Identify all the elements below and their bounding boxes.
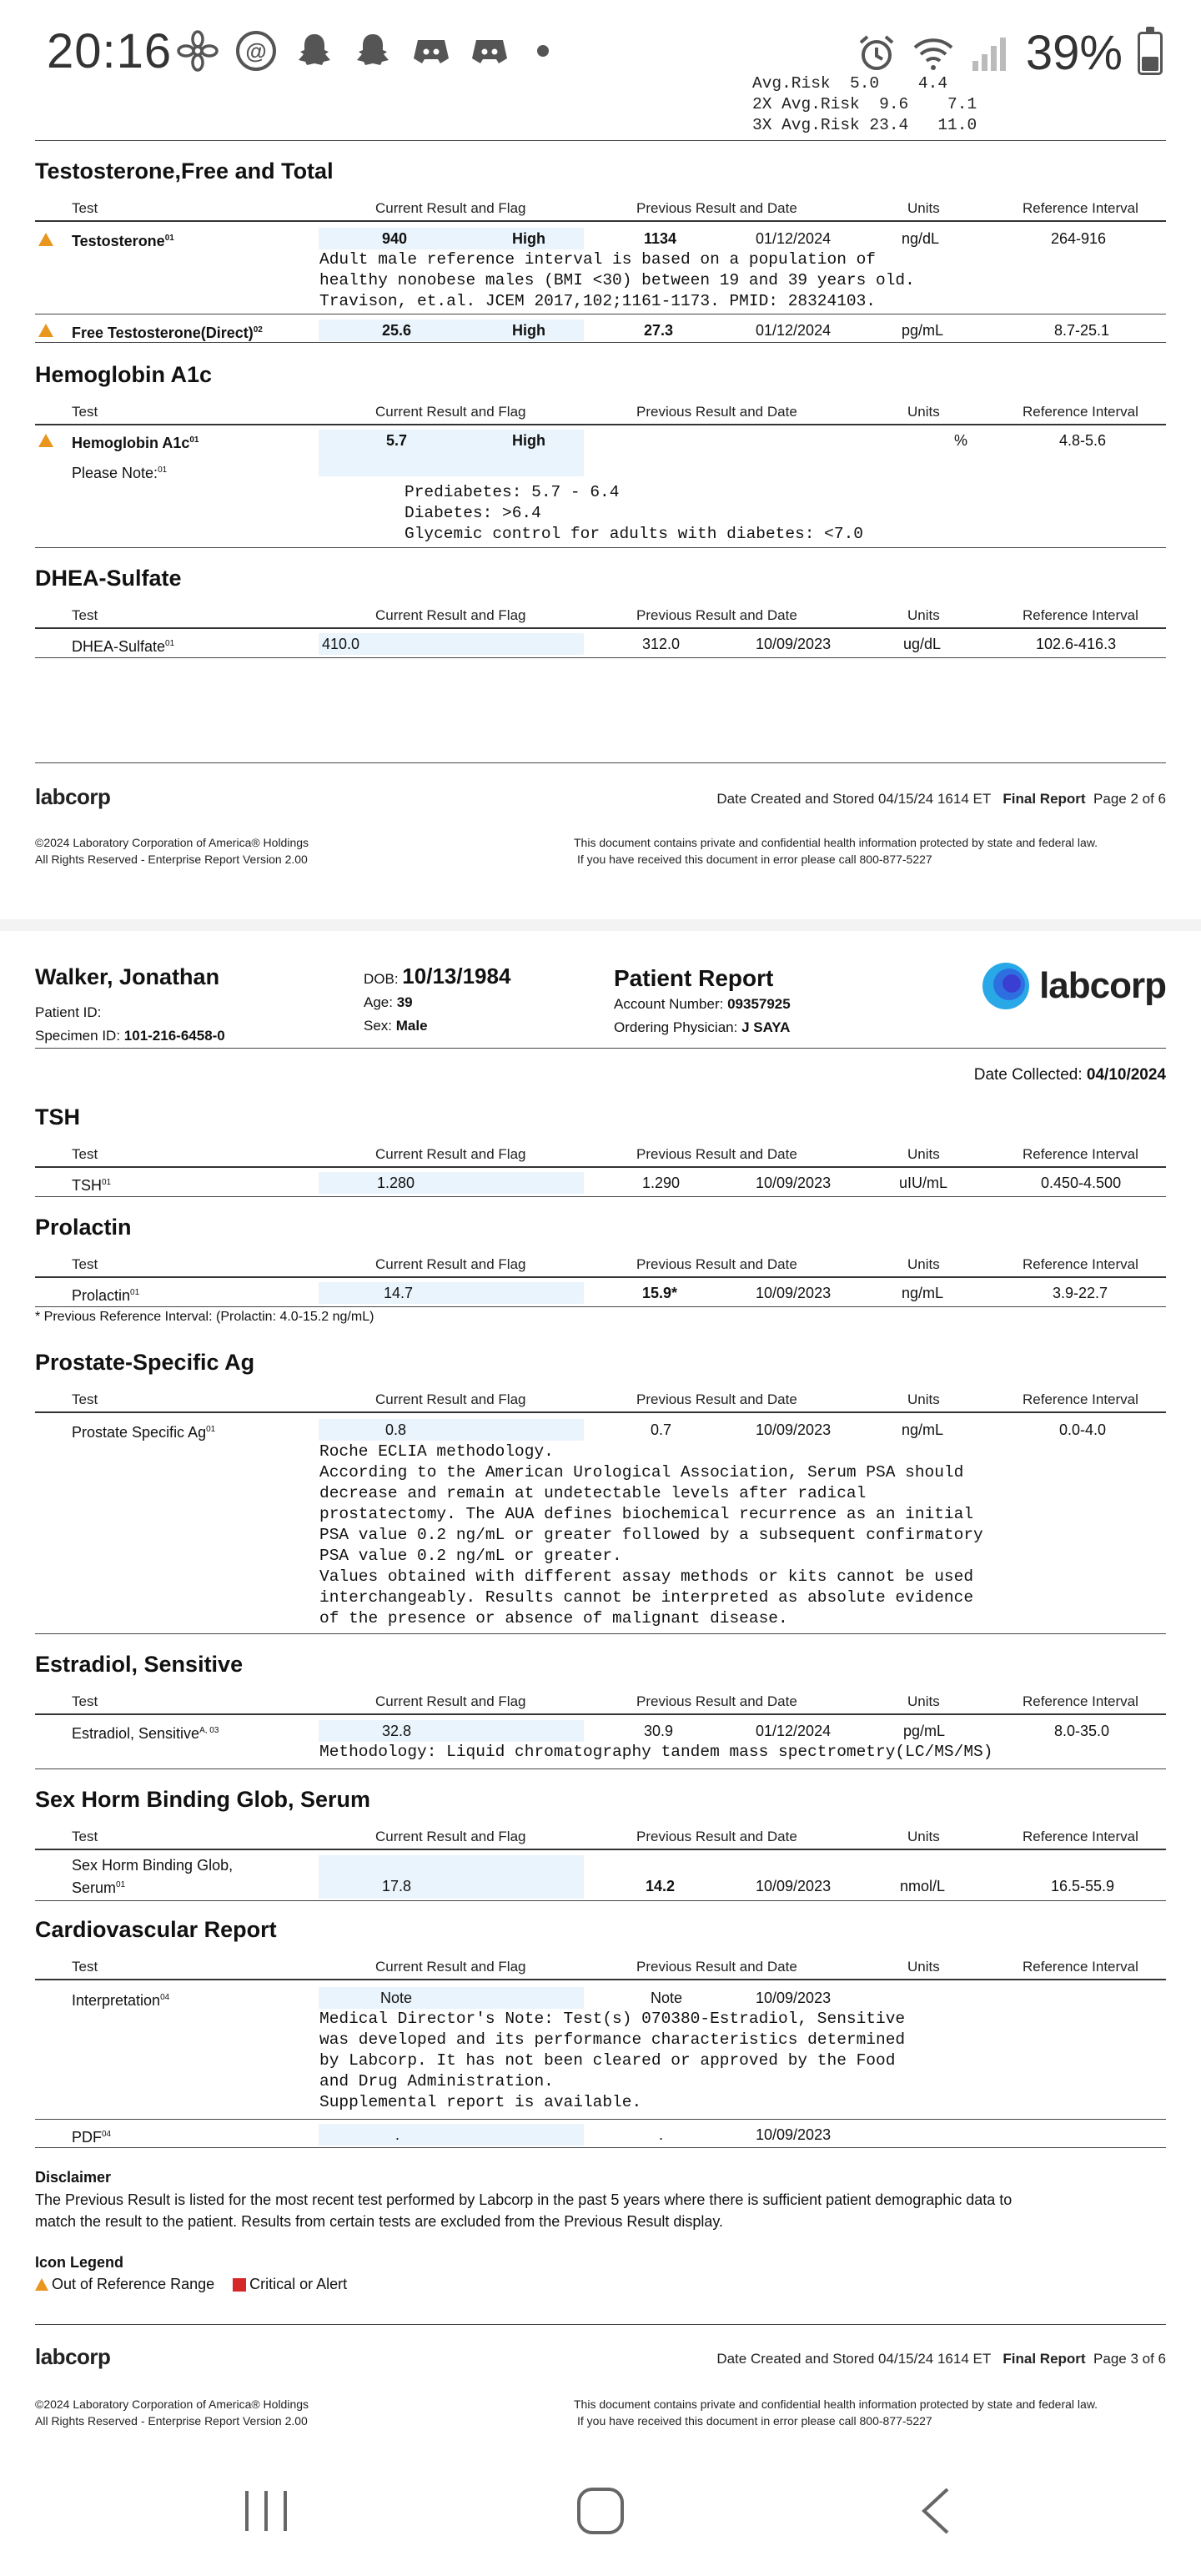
section-title-a1c: Hemoglobin A1c: [35, 362, 213, 387]
disclaimer-title: Disclaimer: [35, 2169, 112, 2186]
home-icon[interactable]: [575, 2486, 626, 2536]
footer-copyright: ©2024 Laboratory Corporation of America® Holdings All Rights Reserved - Enterprise Report Version 2.00: [35, 836, 309, 866]
back-icon[interactable]: [919, 2486, 952, 2536]
critical-alert-icon: [233, 2278, 246, 2292]
out-of-range-icon: [35, 2278, 48, 2291]
table-row-dhea: DHEA-Sulfate$^{01}$ 410.0 312.0 10/09/2023 ug/dL 102.6-416.3: [35, 633, 1166, 655]
svg-text:@: @: [245, 38, 267, 63]
report-title: Patient Report: [614, 965, 774, 991]
section-title-psa: Prostate-Specific Ag: [35, 1350, 255, 1375]
footer-privacy: This document contains private and confidential health information protected by state and federal law. If you have received this document in error please call 800-877-5227: [574, 836, 1098, 866]
table-header: Test Current Result and Flag Previous Result and Date Units Reference Interval: [35, 1693, 1166, 1715]
status-time: 20:16: [47, 24, 173, 78]
table-row-pdf: PDF$^{04}$ . . 10/09/2023: [35, 2124, 1166, 2146]
labcorp-logo: labcorp: [981, 961, 1166, 1011]
footer-logo: labcorp: [35, 784, 111, 809]
a1c-note: Prediabetes: 5.7 - 6.4 Diabetes: >6.4 Glycemic control for adults with diabetes: <7.0: [405, 483, 863, 543]
interpretation-note: Medical Director's Note: Test(s) 070380-Estradiol, Sensitive was developed and its performance characteristics determined by Labcorp. It has not been cleared or approved by the Food and Drug Administration. Supplemental report is available.: [319, 2010, 906, 2111]
recents-icon[interactable]: [242, 2488, 290, 2534]
table-header: Test Current Result and Flag Previous Result and Date Units Reference Interval: [35, 404, 1166, 425]
labcorp-logo-icon: [981, 961, 1031, 1011]
patient-ids: Patient ID: Specimen ID: 101-216-6458-0: [35, 1004, 225, 1044]
out-of-range-icon: [38, 434, 53, 447]
navigation-bar: [0, 2453, 1201, 2576]
footer-logo: labcorp: [35, 2344, 111, 2369]
estradiol-note: Methodology: Liquid chromatography tandem mass spectrometry(LC/MS/MS): [319, 1743, 993, 1761]
table-row-a1c: Hemoglobin $A1c^{01}$ 5.7 High % 4.8-5.6: [35, 430, 1166, 451]
table-row-prolactin: Prolactin$^{01}$ 14.7 15.9* 10/09/2023 ng/mL 3.9-22.7: [35, 1282, 1166, 1304]
risk-table: Avg.Risk 5.0 4.4 2X Avg.Risk 9.6 7.1 3X Avg.Risk 23.4 11.0: [752, 74, 977, 134]
table-header: Test Current Result and Flag Previous Result and Date Units Reference Interval: [35, 1256, 1166, 1278]
out-of-range-icon: [38, 233, 53, 246]
page-gap: [0, 919, 1201, 931]
table-header: Test Current Result and Flag Previous Result and Date Units Reference Interval: [35, 200, 1166, 222]
footer-copyright: ©2024 Laboratory Corporation of America® Holdings All Rights Reserved - Enterprise Report Version 2.00: [35, 2397, 309, 2428]
patient-demographics: DOB: 10/13/1984 Age: 39 Sex: Male: [364, 963, 511, 1034]
report-page-3: [35, 931, 1166, 2453]
report-page-2: [35, 0, 1166, 919]
prolactin-footnote: * Previous Reference Interval: (Prolactin: 4.0-15.2 ng/mL): [35, 1310, 374, 1324]
table-header: Test Current Result and Flag Previous Result and Date Units Reference Interval: [35, 1829, 1166, 1850]
table-row-tsh: TSH$^{01}$ 1.280 1.290 10/09/2023 uIU/mL 0.450-4.500: [35, 1172, 1166, 1194]
table-header: Test Current Result and Flag Previous Result and Date Units Reference Interval: [35, 1146, 1166, 1168]
footer-privacy: This document contains private and confidential health information protected by state and federal law. If you have received this document in error please call 800-877-5227: [574, 2397, 1098, 2428]
battery-percent: 39%: [1025, 26, 1123, 80]
icon-legend: Out of Reference Range Critical or Alert: [35, 2276, 347, 2293]
patient-name: Walker, Jonathan: [35, 964, 220, 989]
table-row-interpretation: Interpretation$^{04}$ Note Note 10/09/2023: [35, 1987, 1166, 2009]
testosterone-note: Adult male reference interval is based on a population of healthy nonobese males (BMI <30) between 19 and 39 years old. Travison, et.al. JCEM 2017,102;1161-1173. PMID: 28324103.: [319, 250, 915, 310]
section-title-estradiol: Estradiol, Sensitive: [35, 1652, 244, 1677]
psa-note: Roche ECLIA methodology. According to the American Urological Association, Serum PSA should decrease and remain at undetectable levels after radical prostatectomy. The AUA defines biochemical recurrence as an initial PSA value 0.2 ng/mL or greater followed by a subsequent confirmatory PSA value 0.2 ng/mL or greater. Values obtained with different assay methods or kits cannot be used interchangeably. Results cannot be interpreted as absolute evidence of the presence or absence of malignant disease.: [319, 1442, 983, 1628]
disclaimer-text: The Previous Result is listed for the most recent test performed by Labcorp in the past 5 years where there is sufficient patient demographic data to match the result to the patient. Results from certain tests are excluded from the Previous Result display.: [35, 2191, 1013, 2230]
table-row-free-testosterone: Free Testosterone(Direct)$^{02}$ 25.6 High 27.3 01/12/2024 pg/mL 8.7-25.1: [35, 319, 1166, 341]
please-note-row: Please Note:$^{01}$: [72, 465, 168, 481]
date-collected: Date Collected: 04/10/2024: [973, 1066, 1166, 1084]
footer-date: Date Created and Stored 04/15/24 1614 ET Final Report Page 2 of 6: [716, 791, 1166, 807]
table-row-estradiol: Estradiol, Sensitive$^{A, 03}$ 32.8 30.9 01/12/2024 pg/mL 8.0-35.0: [35, 1720, 1166, 1742]
section-title-dhea: DHEA-Sulfate: [35, 566, 182, 591]
table-row-psa: Prostate Specific Ag$^{01}$ 0.8 0.7 10/09/2023 ng/mL 0.0-4.0: [35, 1419, 1166, 1441]
report-info: Patient Report Account Number: 09357925 Ordering Physician: J SAYA: [614, 965, 791, 1035]
table-row-testosterone: Testosterone$^{01}$ 940 High 1134 01/12/2024 ng/dL 264-916 Adult male reference interval is based on a population of healthy nonobese males (BMI <30) between 19 and 39 years old. Travison, et.al. JCEM 2017,102;1161-1173. PMID: 28324103.: [35, 228, 1166, 314]
table-header: Test Current Result and Flag Previous Result and Date Units Reference Interval: [35, 607, 1166, 629]
section-title-prolactin: Prolactin: [35, 1215, 132, 1240]
table-header: Test Current Result and Flag Previous Result and Date Units Reference Interval: [35, 1391, 1166, 1413]
footer-date: Date Created and Stored 04/15/24 1614 ET Final Report Page 3 of 6: [716, 2351, 1166, 2367]
section-title-cardio: Cardiovascular Report: [35, 1917, 277, 1942]
section-title-testosterone: Testosterone,Free and Total: [35, 158, 334, 184]
legend-title: Icon Legend: [35, 2254, 124, 2271]
out-of-range-icon: [38, 324, 53, 337]
section-title-tsh: TSH: [35, 1104, 80, 1130]
section-title-shbg: Sex Horm Binding Glob, Serum: [35, 1787, 371, 1812]
table-header: Test Current Result and Flag Previous Result and Date Units Reference Interval: [35, 1959, 1166, 1980]
table-row-shbg: Sex Horm Binding Glob, Serum$^{01}$ 17.8 14.2 10/09/2023 nmol/L 16.5-55.9: [35, 1855, 1166, 1899]
